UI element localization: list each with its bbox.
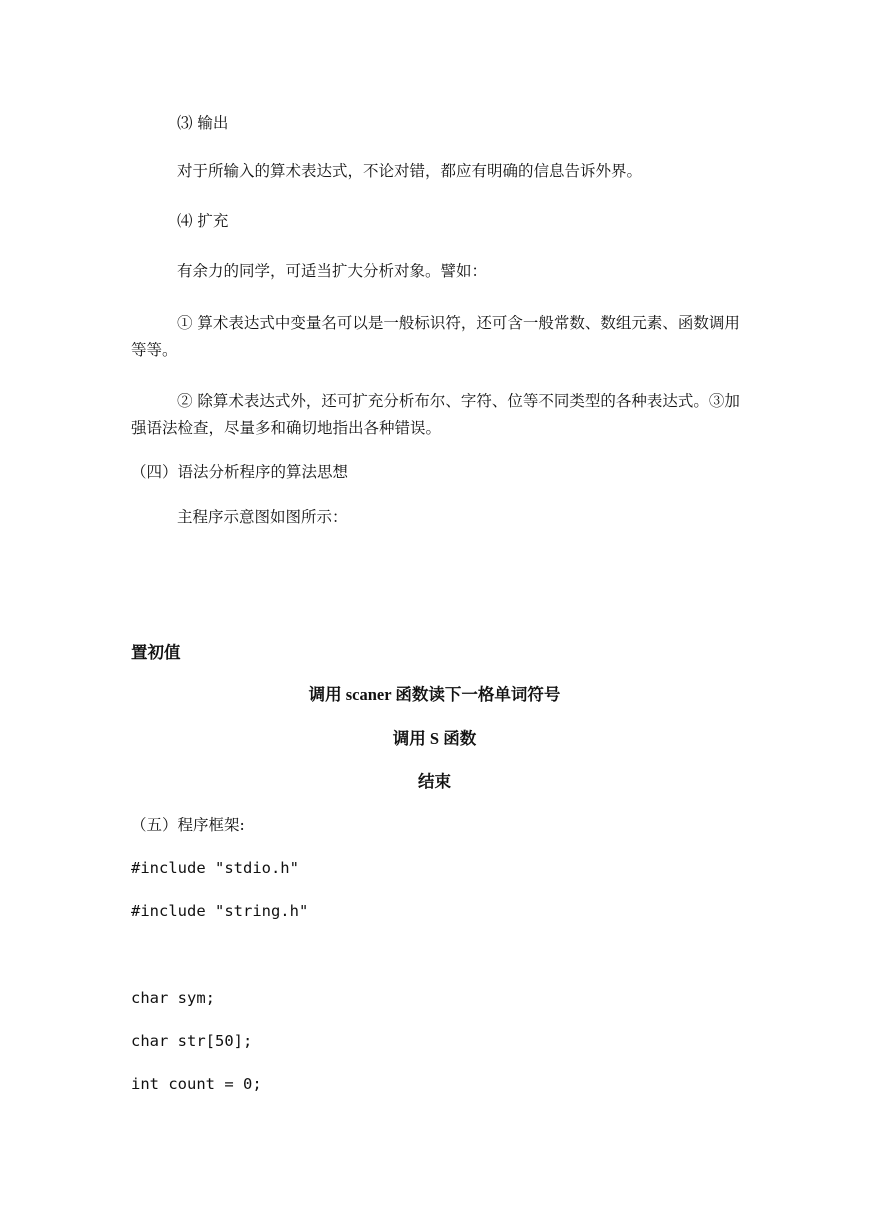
flow-step-call-s: 调用 S 函数 — [392, 729, 477, 748]
section-5-heading: （五）程序框架: — [131, 816, 245, 834]
output-paragraph: 对于所输入的算术表达式，不论对错，都应有明确的信息告诉外界。 — [177, 162, 643, 180]
extend-item-2: ② 除算术表达式外，还可扩充分析布尔、字符、位等不同类型的各种表达式。③加强语法检查，尽量多和确切地指出各种错误。 — [131, 392, 740, 437]
code-line: int count = 0; — [131, 1075, 262, 1093]
section-4-heading: （四）语法分析程序的算法思想 — [131, 463, 349, 481]
output-heading: ⑶ 输出 — [177, 114, 229, 132]
main-program-caption: 主程序示意图如图所示： — [177, 508, 348, 526]
extend-item-1: ① 算术表达式中变量名可以是一般标识符，还可含一般常数、数组元素、函数调用等等。 — [131, 314, 740, 359]
code-line: char sym; — [131, 989, 215, 1007]
flow-step-init: 置初值 — [131, 643, 181, 662]
code-line: #include "string.h" — [131, 902, 309, 920]
flow-step-end: 结束 — [418, 772, 451, 791]
extend-intro: 有余力的同学，可适当扩大分析对象。譬如： — [177, 262, 488, 280]
code-line: char str[50]; — [131, 1032, 253, 1050]
flow-step-call-scaner: 调用 scaner 函数读下一格单词符号 — [308, 685, 561, 704]
code-line: #include "stdio.h" — [131, 859, 299, 877]
extend-heading: ⑷ 扩充 — [177, 212, 229, 230]
